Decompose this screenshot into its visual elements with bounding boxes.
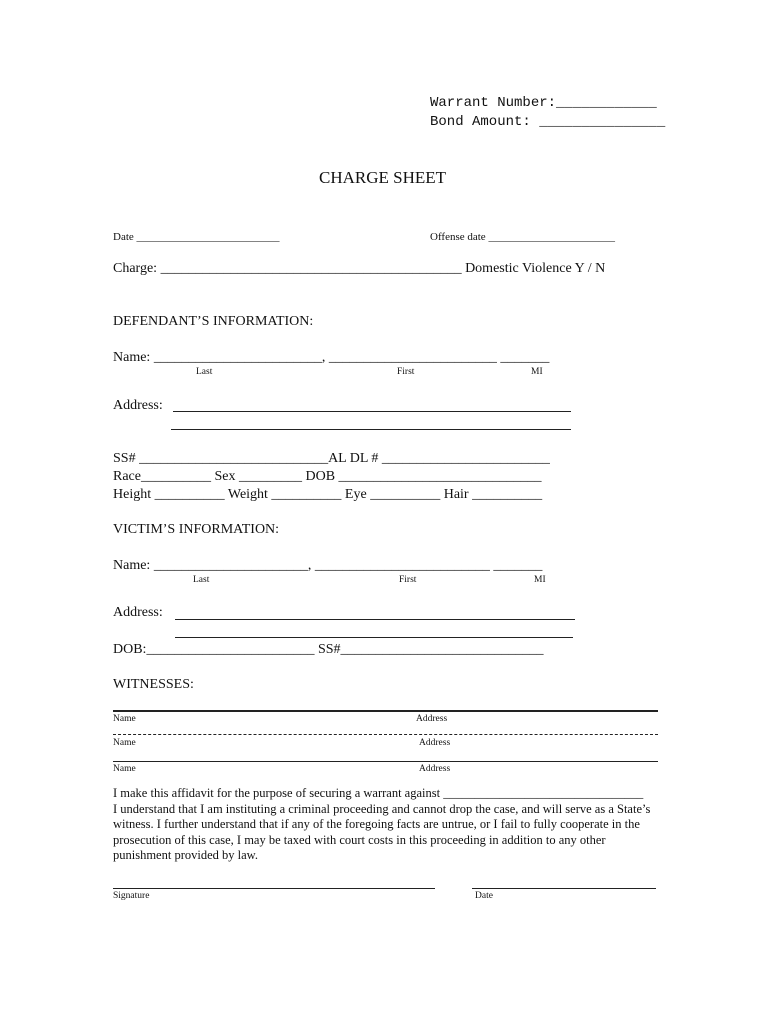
victim-address-line-2[interactable]: [175, 637, 573, 638]
victim-address-line-1[interactable]: [175, 619, 575, 620]
witness-3-name-label: Name: [113, 764, 136, 774]
witness-3-address-label: Address: [419, 764, 451, 774]
victim-caption-first: First: [399, 575, 417, 585]
bond-amount-field[interactable]: Bond Amount: _______________: [430, 114, 666, 130]
affidavit-line-1[interactable]: I make this affidavit for the purpose of securing a warrant against ________________________________: [113, 786, 644, 800]
victim-caption-last: Last: [193, 575, 210, 585]
witness-1-address-label: Address: [416, 714, 448, 724]
defendant-caption-mi: MI: [531, 367, 543, 377]
affidavit-line-5: punishment provided by law.: [113, 848, 259, 862]
affidavit-text: [113, 786, 650, 864]
witness-1-line[interactable]: [113, 734, 658, 735]
defendant-heading: DEFENDANT’S INFORMATION:: [113, 314, 314, 329]
victim-caption-mi: MI: [534, 575, 546, 585]
victim-heading: VICTIM’S INFORMATION:: [113, 522, 280, 537]
defendant-address-label: Address:: [113, 398, 163, 413]
witness-divider-top: [113, 710, 658, 712]
victim-dob-ss-field[interactable]: DOB:________________________ SS#_____________________________: [113, 642, 544, 657]
warrant-number-field[interactable]: Warrant Number:____________: [430, 95, 657, 111]
signature-label: Signature: [113, 891, 150, 901]
defendant-caption-last: Last: [196, 367, 213, 377]
victim-name-field[interactable]: Name: ______________________, _________________________ _______: [113, 558, 543, 573]
affidavit-line-4: prosecution of this case, I may be taxed with court costs in this proceeding in addition to any other: [113, 832, 606, 847]
defendant-caption-first: First: [397, 367, 415, 377]
witness-1-name-label: Name: [113, 714, 136, 724]
defendant-address-line-2[interactable]: [171, 429, 571, 430]
defendant-ss-dl-field[interactable]: SS# ___________________________AL DL # ________________________: [113, 451, 550, 466]
signature-date-line[interactable]: [472, 888, 656, 889]
witnesses-heading: WITNESSES:: [113, 677, 194, 692]
defendant-height-weight-field[interactable]: Height __________ Weight __________ Eye __________ Hair __________: [113, 487, 543, 502]
defendant-name-field[interactable]: Name: ________________________, ________________________ _______: [113, 350, 550, 365]
charge-field[interactable]: Charge: ___________________________________________ Domestic Violence Y / N: [113, 261, 606, 276]
page-title: CHARGE SHEET: [319, 168, 447, 187]
witness-2-line[interactable]: [113, 761, 658, 762]
affidavit-line-3: witness. I further understand that if any of the foregoing facts are untrue, or I fail to fully cooperate in the: [113, 817, 640, 831]
date-field[interactable]: Date __________________________: [113, 231, 280, 243]
victim-address-label: Address:: [113, 605, 163, 620]
signature-date-label: Date: [475, 891, 493, 901]
witness-2-name-label: Name: [113, 738, 136, 748]
signature-line[interactable]: [113, 888, 435, 889]
defendant-address-line-1[interactable]: [173, 411, 571, 412]
affidavit-line-2: I understand that I am instituting a criminal proceeding and cannot drop the case, and will serve as a State’s: [113, 801, 651, 816]
offense-date-field[interactable]: Offense date _______________________: [430, 231, 615, 243]
witness-2-address-label: Address: [419, 738, 451, 748]
defendant-race-sex-dob-field[interactable]: Race__________ Sex _________ DOB _____________________________: [113, 469, 542, 484]
